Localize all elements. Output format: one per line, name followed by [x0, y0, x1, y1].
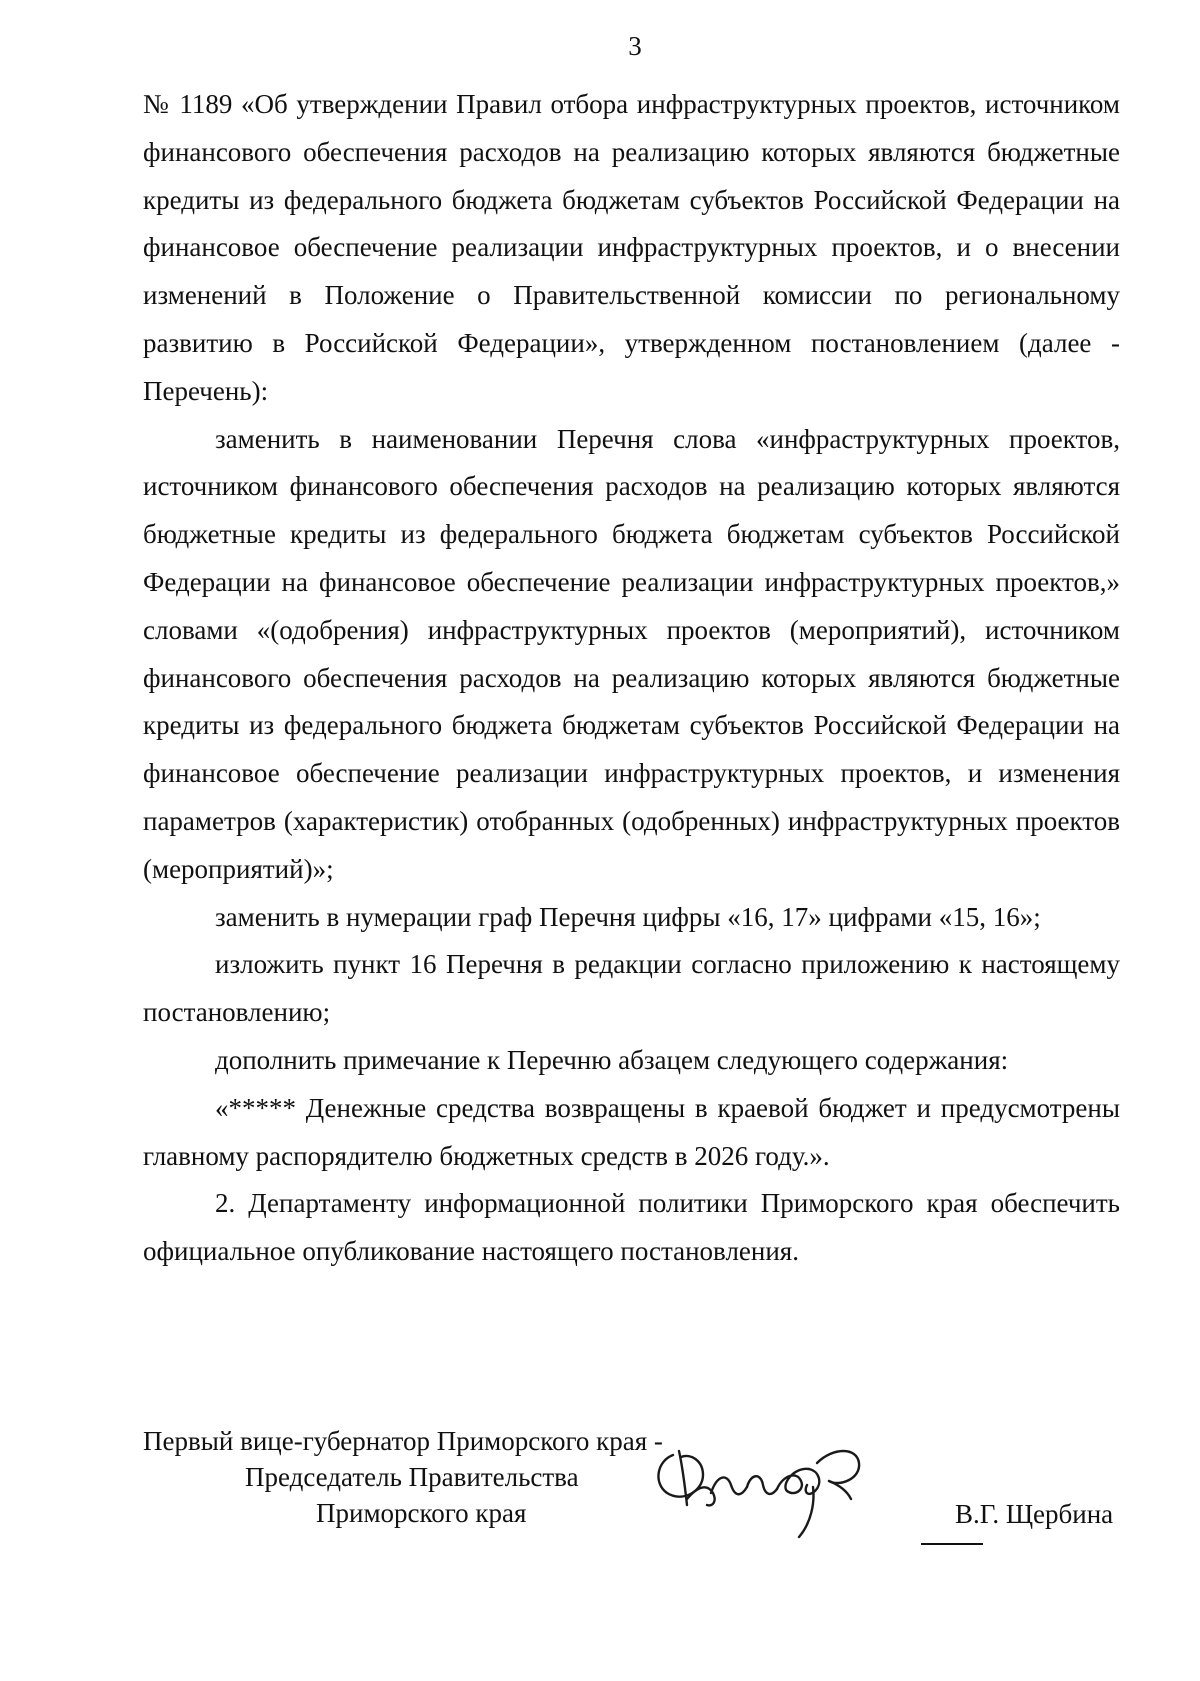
signature-underline — [921, 1543, 983, 1545]
signatory-position-line2: Председатель Правительства — [245, 1462, 579, 1492]
paragraph-add-note: дополнить примечание к Перечню абзацем следующего содержания: — [215, 1044, 1009, 1075]
paragraph-note-text: «***** Денежные средства возвращены в краевой бюджет и предусмотрены главному распорядителю бюджетных средств в 2026 году.». — [143, 1092, 1120, 1171]
handwritten-signature-icon — [643, 1427, 883, 1547]
signatory-position — [143, 1423, 723, 1531]
paragraph-item-16: изложить пункт 16 Перечня в редакции согласно приложению к настоящему постановлению; — [143, 949, 1120, 1028]
signatory-position-line3: Приморского края — [316, 1498, 527, 1528]
paragraph-replace-numbering: заменить в нумерации граф Перечня цифры «16, 17» цифрами «15, 16»; — [215, 901, 1041, 932]
document-body — [143, 81, 1120, 1276]
paragraph-publication: 2. Департаменту информационной политики Приморского края обеспечить официальное опубликование настоящего постановления. — [143, 1188, 1120, 1267]
signatory-name: В.Г. Щербина — [955, 1499, 1114, 1529]
paragraph-replace-name: заменить в наименовании Перечня слова «инфраструктурных проектов, источником финансового обеспечения расходов на реализацию которых являются бюджетные кредиты из федерального бюджета бюджетам субъектов Российской Федерации на финансовое обеспечение реализации инфраструктурных проектов,» словами «(одобрения) инфраструктурных проектов (мероприятий), источником финансового обеспечения расходов на реализацию которых являются бюджетные кредиты из федерального бюджета бюджетам субъектов Российской Федерации на финансовое обеспечение реализации инфраструктурных проектов, и изменения параметров (характеристик) отобранных (одобренных) инфраструктурных проектов (мероприятий)»; — [143, 423, 1120, 884]
signatory-position-line1: Первый вице-губернатор Приморского края - — [143, 1426, 663, 1456]
paragraph-regulation-title: № 1189 «Об утверждении Правил отбора инфраструктурных проектов, источником финансового обеспечения расходов на реализацию которых являются бюджетные кредиты из федерального бюджета бюджетам субъектов Российской Федерации на финансовое обеспечение реализации инфраструктурных проектов, и о внесении изменений в Положение о Правительственной комиссии по региональному развитию в Российской Федерации», утвержденном постановлением (далее - Перечень): — [143, 89, 1120, 406]
page-number: 3 — [628, 31, 642, 61]
signature-block — [143, 1423, 1120, 1583]
